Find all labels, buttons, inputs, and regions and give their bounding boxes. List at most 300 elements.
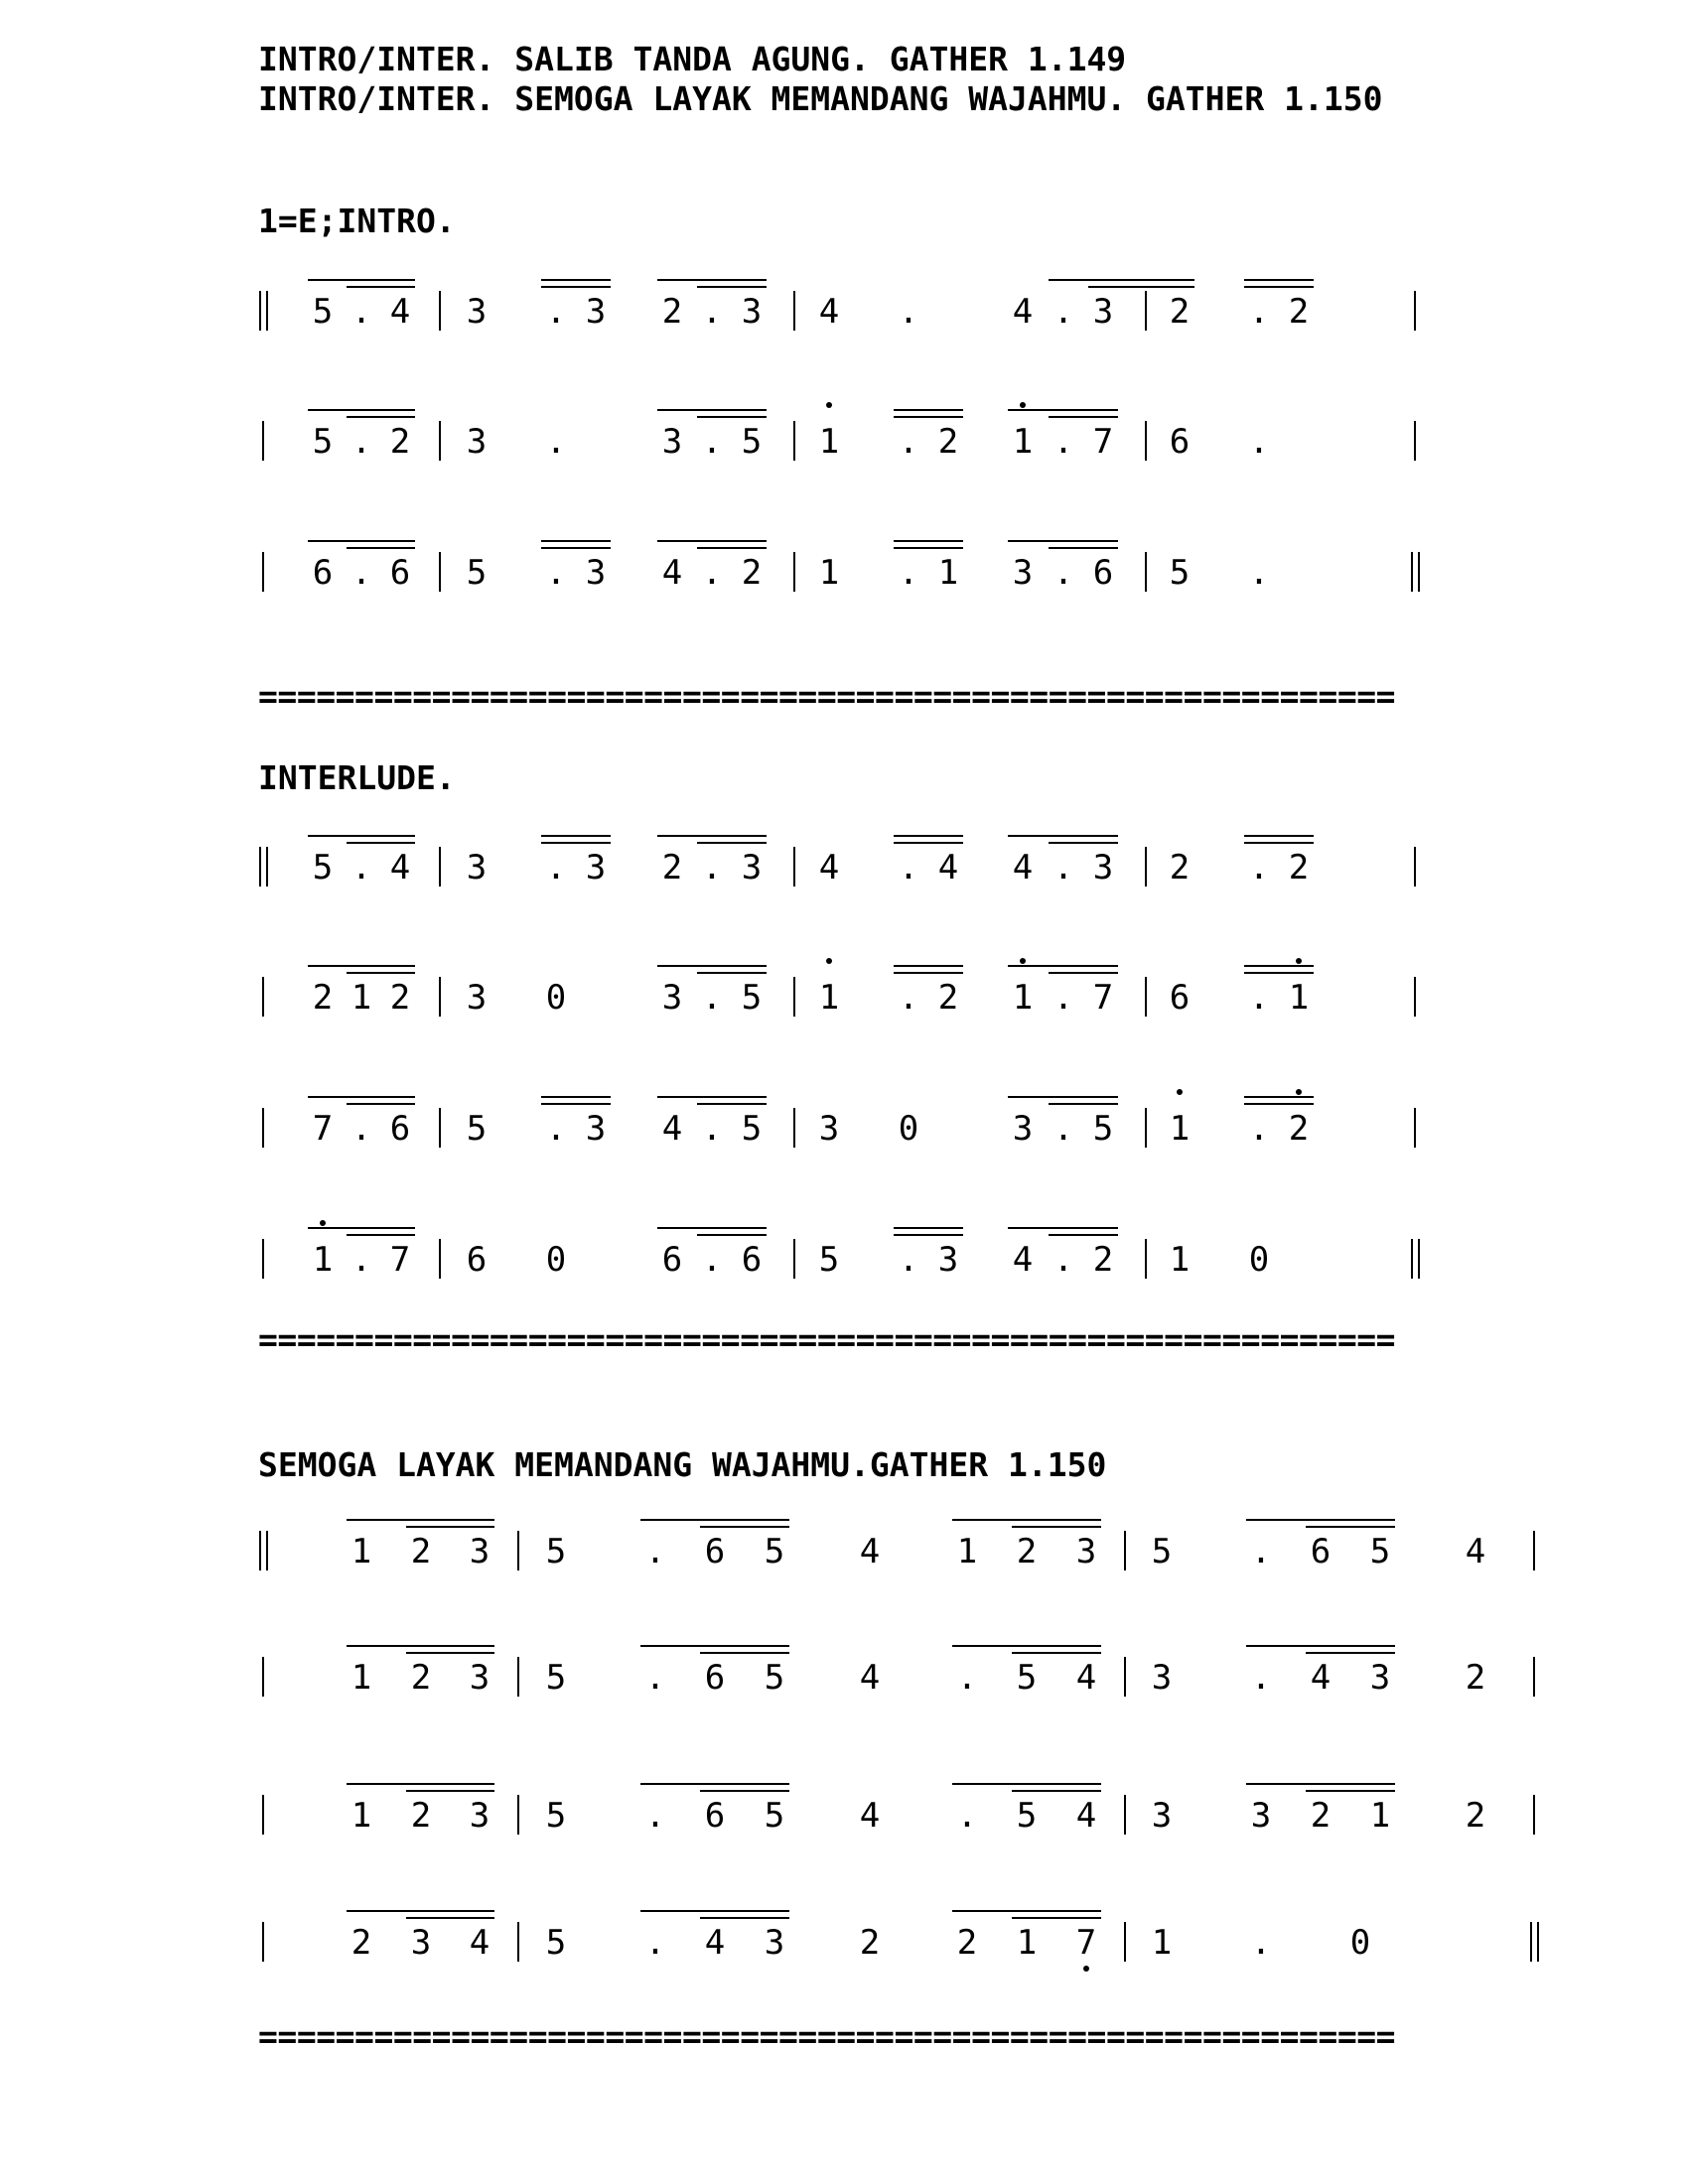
rhythm-dot: .	[644, 1796, 666, 1836]
beam-line-double	[894, 1234, 963, 1236]
beam-line	[308, 835, 415, 837]
note: 5	[312, 848, 334, 887]
note: 2	[661, 848, 683, 887]
beam-line-double	[1306, 1652, 1395, 1654]
note: 2	[1169, 292, 1191, 332]
note: 1	[818, 553, 840, 593]
note: 5	[545, 1658, 567, 1698]
note: 5	[1092, 1109, 1114, 1149]
notation-row	[0, 1658, 1684, 1720]
beam-line-double	[700, 1652, 789, 1654]
note: 6	[466, 1240, 488, 1280]
note: 3	[1369, 1658, 1391, 1698]
beam-line	[541, 1096, 611, 1098]
beam-line	[1049, 279, 1194, 281]
note: 2	[410, 1658, 432, 1698]
rhythm-dot: .	[701, 292, 723, 332]
rhythm-dot: .	[1250, 1923, 1272, 1963]
note: 1	[1169, 1109, 1191, 1149]
beam-line	[1244, 1096, 1314, 1098]
notation-row	[0, 1923, 1684, 1985]
note: 4	[704, 1923, 726, 1963]
note: 3	[585, 1109, 607, 1149]
beam-line-double	[541, 286, 611, 288]
barline	[1145, 977, 1147, 1017]
note: 5	[545, 1796, 567, 1836]
beam-line-double	[697, 1103, 767, 1105]
note: 2	[956, 1923, 978, 1963]
interlude-heading: INTERLUDE.	[258, 758, 456, 797]
rhythm-dot: .	[351, 1109, 372, 1149]
beam-line	[1008, 540, 1118, 542]
note: 2	[859, 1923, 881, 1963]
note: 4	[469, 1923, 491, 1963]
barline	[1145, 552, 1147, 592]
note: 3	[1151, 1796, 1173, 1836]
beam-line-double	[697, 547, 767, 549]
beam-line-double	[1306, 1526, 1395, 1528]
rhythm-dot: .	[644, 1532, 666, 1571]
note: 5	[741, 422, 763, 462]
beam-line	[640, 1783, 789, 1785]
beam-line-double	[1012, 1917, 1101, 1919]
note: 2	[312, 978, 334, 1018]
rhythm-dot: .	[545, 422, 567, 462]
note: 3	[585, 553, 607, 593]
notation-row	[0, 422, 1684, 484]
note: 5	[466, 553, 488, 593]
note: 6	[704, 1796, 726, 1836]
beam-line-double	[406, 1790, 494, 1792]
note: 1	[351, 978, 372, 1018]
barline	[1124, 1531, 1126, 1570]
note: 4	[937, 848, 959, 887]
rhythm-dot: .	[1052, 553, 1074, 593]
beam-line-double	[697, 972, 767, 974]
notation-row	[0, 1796, 1684, 1858]
separator-line: ===========================================================	[258, 677, 1396, 716]
note: 4	[661, 1109, 683, 1149]
note: 5	[312, 422, 334, 462]
note: 7	[1092, 978, 1114, 1018]
note: 7	[389, 1240, 411, 1280]
barline	[1414, 421, 1416, 461]
note: 3	[466, 978, 488, 1018]
note: 6	[389, 1109, 411, 1149]
note: 4	[1075, 1796, 1097, 1836]
rhythm-dot: .	[644, 1923, 666, 1963]
barline	[262, 1922, 264, 1962]
beam-line-double	[697, 842, 767, 844]
notation-row	[0, 978, 1684, 1040]
note: 5	[1369, 1532, 1391, 1571]
note: 3	[410, 1923, 432, 1963]
note: 4	[818, 292, 840, 332]
note: 1	[818, 422, 840, 462]
note: 5	[1016, 1796, 1038, 1836]
beam-line-double	[1244, 972, 1314, 974]
beam-line-double	[1244, 842, 1314, 844]
octave-down-dot	[1083, 1966, 1089, 1972]
note: 5	[818, 1240, 840, 1280]
barline	[793, 977, 795, 1017]
intro-heading: 1=E;INTRO.	[258, 202, 456, 240]
beam-line	[952, 1645, 1101, 1647]
note: 3	[1250, 1796, 1272, 1836]
beam-line-double	[406, 1652, 494, 1654]
barline	[1145, 1108, 1147, 1148]
beam-line	[657, 965, 767, 967]
beam-line	[657, 835, 767, 837]
double-barline	[259, 1531, 268, 1570]
beam-line-double	[1049, 1103, 1118, 1105]
barline	[793, 1108, 795, 1148]
octave-up-dot	[1177, 1089, 1183, 1095]
barline	[793, 291, 795, 331]
note: 3	[469, 1658, 491, 1698]
barline	[1145, 1239, 1147, 1279]
barline	[1145, 291, 1147, 331]
notation-row	[0, 1532, 1684, 1594]
notation-row	[0, 1240, 1684, 1302]
note: 2	[1169, 848, 1191, 887]
rhythm-dot: .	[1052, 1109, 1074, 1149]
beam-line	[347, 1910, 494, 1912]
beam-line	[541, 279, 611, 281]
notation-row	[0, 553, 1684, 615]
note: 1	[1012, 978, 1034, 1018]
beam-line	[640, 1645, 789, 1647]
rhythm-dot: .	[1248, 553, 1270, 593]
rhythm-dot: .	[351, 848, 372, 887]
beam-line	[640, 1910, 789, 1912]
separator-line: ===========================================================	[258, 1320, 1396, 1359]
beam-line	[657, 540, 767, 542]
beam-line	[308, 540, 415, 542]
barline	[1533, 1795, 1535, 1835]
barline	[1414, 977, 1416, 1017]
note: 3	[1012, 553, 1034, 593]
note: 5	[764, 1658, 785, 1698]
note: 4	[1012, 848, 1034, 887]
note: 1	[351, 1658, 372, 1698]
note: 2	[1465, 1796, 1486, 1836]
note: 3	[661, 422, 683, 462]
rhythm-dot: .	[898, 553, 919, 593]
barline	[262, 552, 264, 592]
note: 4	[859, 1532, 881, 1571]
beam-line	[1008, 965, 1118, 967]
barline	[1533, 1657, 1535, 1697]
note: 6	[389, 553, 411, 593]
beam-line	[894, 835, 963, 837]
beam-line-double	[894, 842, 963, 844]
note: 1	[818, 978, 840, 1018]
title-line-1: INTRO/INTER. SALIB TANDA AGUNG. GATHER 1.149	[258, 40, 1127, 78]
rhythm-dot: .	[1248, 1109, 1270, 1149]
note: 4	[859, 1658, 881, 1698]
beam-line-double	[1244, 1103, 1314, 1105]
beam-line	[894, 540, 963, 542]
rhythm-dot: .	[701, 1240, 723, 1280]
barline	[439, 847, 441, 887]
song-heading: SEMOGA LAYAK MEMANDANG WAJAHMU.GATHER 1.150	[258, 1445, 1107, 1484]
note: 0	[898, 1109, 919, 1149]
beam-line-double	[406, 1526, 494, 1528]
barline	[262, 1239, 264, 1279]
note: 5	[741, 978, 763, 1018]
beam-line-double	[697, 416, 767, 418]
note: 1	[1012, 422, 1034, 462]
note: 1	[312, 1240, 334, 1280]
barline	[262, 1795, 264, 1835]
beam-line-double	[700, 1790, 789, 1792]
beam-line	[894, 965, 963, 967]
rhythm-dot: .	[1052, 848, 1074, 887]
note: 6	[1092, 553, 1114, 593]
rhythm-dot: .	[701, 422, 723, 462]
beam-line-double	[347, 842, 415, 844]
note: 2	[410, 1796, 432, 1836]
octave-up-dot	[1296, 1089, 1302, 1095]
beam-line-double	[406, 1917, 494, 1919]
rhythm-dot: .	[644, 1658, 666, 1698]
title-line-2: INTRO/INTER. SEMOGA LAYAK MEMANDANG WAJAHMU. GATHER 1.150	[258, 79, 1383, 118]
note: 0	[1248, 1240, 1270, 1280]
notation-row	[0, 848, 1684, 910]
note: 2	[1288, 292, 1310, 332]
rhythm-dot: .	[1052, 978, 1074, 1018]
notation-row	[0, 292, 1684, 354]
note: 5	[545, 1923, 567, 1963]
octave-up-dot	[320, 1220, 326, 1226]
note: 3	[1092, 848, 1114, 887]
note: 4	[1012, 292, 1034, 332]
note: 3	[1012, 1109, 1034, 1149]
beam-line-double	[347, 416, 415, 418]
beam-line	[308, 279, 415, 281]
beam-line-double	[347, 972, 415, 974]
note: 4	[1075, 1658, 1097, 1698]
rhythm-dot: .	[1250, 1532, 1272, 1571]
beam-line-double	[1049, 416, 1118, 418]
rhythm-dot: .	[1248, 292, 1270, 332]
note: 4	[1310, 1658, 1332, 1698]
beam-line	[1244, 835, 1314, 837]
rhythm-dot: .	[701, 1109, 723, 1149]
note: 3	[466, 292, 488, 332]
note: 2	[389, 978, 411, 1018]
beam-line-double	[700, 1917, 789, 1919]
barline	[517, 1922, 519, 1962]
note: 7	[312, 1109, 334, 1149]
barline	[1124, 1795, 1126, 1835]
beam-line	[308, 1096, 415, 1098]
barline	[1414, 291, 1416, 331]
note: 4	[1012, 1240, 1034, 1280]
note: 4	[859, 1796, 881, 1836]
note: 3	[818, 1109, 840, 1149]
beam-line	[1246, 1519, 1395, 1521]
beam-line-double	[894, 547, 963, 549]
barline	[439, 1108, 441, 1148]
barline	[1414, 847, 1416, 887]
beam-line-double	[1012, 1652, 1101, 1654]
note: 3	[661, 978, 683, 1018]
rhythm-dot: .	[898, 848, 919, 887]
note: 1	[937, 553, 959, 593]
note: 1	[956, 1532, 978, 1571]
beam-line	[894, 1227, 963, 1229]
beam-line-double	[1049, 972, 1118, 974]
note: 2	[1288, 848, 1310, 887]
note: 2	[389, 422, 411, 462]
beam-line	[657, 1227, 767, 1229]
note: 2	[1310, 1796, 1332, 1836]
rhythm-dot: .	[545, 1109, 567, 1149]
beam-line	[952, 1910, 1101, 1912]
note: 3	[1075, 1532, 1097, 1571]
note: 1	[1016, 1923, 1038, 1963]
beam-line	[894, 409, 963, 411]
beam-line	[657, 1096, 767, 1098]
note: 6	[1169, 978, 1191, 1018]
note: 5	[466, 1109, 488, 1149]
note: 1	[351, 1532, 372, 1571]
rhythm-dot: .	[956, 1658, 978, 1698]
rhythm-dot: .	[701, 553, 723, 593]
beam-line	[657, 279, 767, 281]
note: 2	[1016, 1532, 1038, 1571]
barline	[793, 552, 795, 592]
beam-line	[541, 835, 611, 837]
rhythm-dot: .	[898, 422, 919, 462]
note: 1	[1288, 978, 1310, 1018]
note: 3	[469, 1796, 491, 1836]
octave-up-dot	[826, 958, 832, 964]
note: 0	[545, 1240, 567, 1280]
beam-line	[308, 409, 415, 411]
note: 3	[585, 292, 607, 332]
note: 7	[1075, 1923, 1097, 1963]
beam-line	[1246, 1783, 1395, 1785]
rhythm-dot: .	[545, 848, 567, 887]
beam-line	[1244, 279, 1314, 281]
barline	[439, 421, 441, 461]
note: 6	[704, 1658, 726, 1698]
note: 5	[764, 1796, 785, 1836]
beam-line	[347, 1645, 494, 1647]
barline	[439, 291, 441, 331]
beam-line-double	[1049, 547, 1118, 549]
note: 5	[741, 1109, 763, 1149]
barline	[262, 1108, 264, 1148]
rhythm-dot: .	[545, 292, 567, 332]
beam-line-double	[1012, 1790, 1101, 1792]
note: 4	[389, 848, 411, 887]
beam-line	[640, 1519, 789, 1521]
barline	[1533, 1531, 1535, 1570]
rhythm-dot: .	[898, 292, 919, 332]
barline	[1414, 1108, 1416, 1148]
beam-line-double	[347, 286, 415, 288]
beam-line-double	[347, 547, 415, 549]
beam-line-double	[1049, 1234, 1118, 1236]
note: 5	[764, 1532, 785, 1571]
double-barline	[1411, 1239, 1420, 1279]
separator-line: ===========================================================	[258, 2017, 1396, 2056]
beam-line-double	[697, 1234, 767, 1236]
beam-line-double	[347, 1234, 415, 1236]
note: 5	[1169, 553, 1191, 593]
rhythm-dot: .	[956, 1796, 978, 1836]
beam-line	[1246, 1645, 1395, 1647]
notation-row	[0, 1109, 1684, 1171]
note: 3	[469, 1532, 491, 1571]
barline	[439, 977, 441, 1017]
beam-line-double	[1244, 286, 1314, 288]
note: 3	[585, 848, 607, 887]
barline	[262, 1657, 264, 1697]
note: 1	[1151, 1923, 1173, 1963]
barline	[439, 552, 441, 592]
note: 4	[818, 848, 840, 887]
note: 1	[351, 1796, 372, 1836]
barline	[517, 1531, 519, 1570]
note: 3	[1151, 1658, 1173, 1698]
note: 3	[1092, 292, 1114, 332]
rhythm-dot: .	[351, 1240, 372, 1280]
note: 3	[466, 848, 488, 887]
note: 6	[741, 1240, 763, 1280]
barline	[1145, 847, 1147, 887]
octave-up-dot	[826, 402, 832, 408]
beam-line	[1008, 1227, 1118, 1229]
note: 3	[741, 292, 763, 332]
rhythm-dot: .	[1052, 422, 1074, 462]
note: 6	[704, 1532, 726, 1571]
rhythm-dot: .	[1248, 848, 1270, 887]
note: 6	[1310, 1532, 1332, 1571]
beam-line	[1008, 409, 1118, 411]
barline	[439, 1239, 441, 1279]
rhythm-dot: .	[701, 978, 723, 1018]
rhythm-dot: .	[1248, 422, 1270, 462]
note: 3	[937, 1240, 959, 1280]
note: 2	[1092, 1240, 1114, 1280]
rhythm-dot: .	[1052, 292, 1074, 332]
note: 5	[312, 292, 334, 332]
beam-line	[541, 540, 611, 542]
barline	[1124, 1922, 1126, 1962]
rhythm-dot: .	[1052, 1240, 1074, 1280]
note: 2	[937, 978, 959, 1018]
beam-line-double	[1306, 1790, 1395, 1792]
double-barline	[1530, 1922, 1539, 1962]
note: 7	[1092, 422, 1114, 462]
note: 2	[741, 553, 763, 593]
barline	[793, 847, 795, 887]
barline	[517, 1795, 519, 1835]
beam-line-double	[894, 972, 963, 974]
beam-line-double	[700, 1526, 789, 1528]
beam-line	[1244, 965, 1314, 967]
beam-line-double	[1012, 1526, 1101, 1528]
note: 6	[312, 553, 334, 593]
rhythm-dot: .	[898, 978, 919, 1018]
barline	[262, 977, 264, 1017]
note: 2	[937, 422, 959, 462]
